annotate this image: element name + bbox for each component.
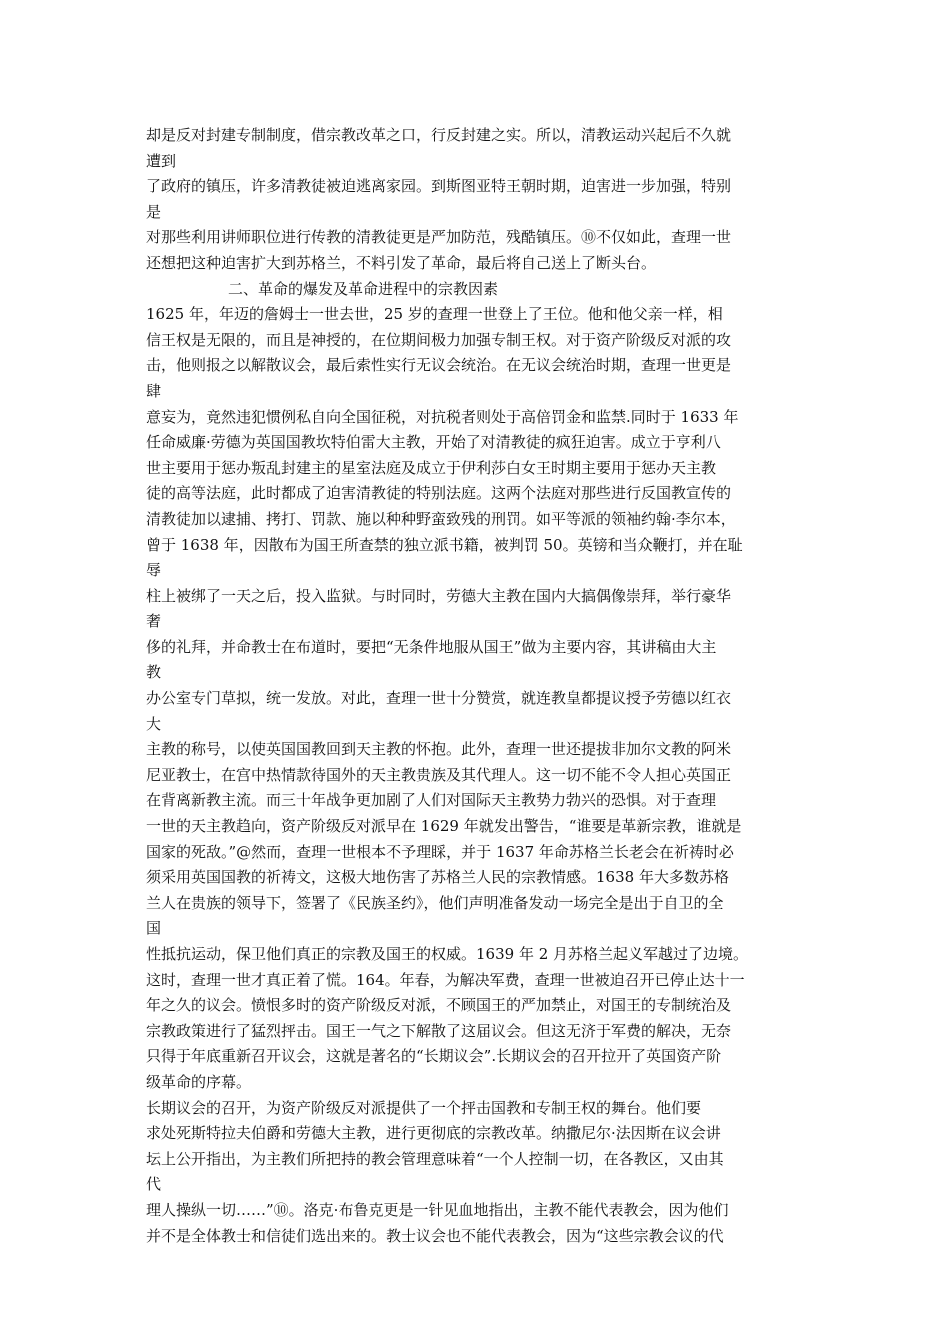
text-line: 奢 xyxy=(146,612,162,631)
text-line: 宗教政策进行了猛烈抨击。国王一气之下解散了这届议会。但这无济于军费的解决，无奈 xyxy=(146,1021,732,1040)
text-line: 兰人在贵族的领导下，签署了《民族圣约》，他们声明准备发动一场完全是出于自卫的全 xyxy=(146,893,724,912)
text-line: 还想把这种迫害扩大到苏格兰，不料引发了革命，最后将自己送上了断头台。 xyxy=(146,253,657,272)
text-line: 徒的高等法庭，此时都成了迫害清教徒的特别法庭。这两个法庭对那些进行反国教宣传的 xyxy=(146,484,732,503)
text-line: 国 xyxy=(146,919,162,938)
text-line: 辱 xyxy=(146,561,162,580)
section-heading: 二、革命的爆发及革命进程中的宗教因素 xyxy=(228,279,499,298)
text-line: 尼亚教士，在宫中热情款待国外的天主教贵族及其代理人。这一切不能不令人担心英国正 xyxy=(146,765,732,784)
text-line: 遭到 xyxy=(146,151,177,170)
text-line: 了政府的镇压，许多清教徒被迫逃离家园。到斯图亚特王朝时期，迫害进一步加强，特别 xyxy=(146,177,732,196)
text-line: 只得于年底重新召开议会，这就是著名的“长期议会”.长期议会的召开拉开了英国资产阶 xyxy=(146,1047,722,1066)
text-line: 击，他则报之以解散议会，最后索性实行无议会统治。在无议会统治时期，查理一世更是 xyxy=(146,356,732,375)
text-line: 是 xyxy=(146,202,162,221)
text-line: 意妄为，竟然违犯惯例私自向全国征税，对抗税者则处于高倍罚金和监禁.同时于 1633 年 xyxy=(146,407,739,426)
text-line: 清教徒加以逮捕、拷打、罚款、施以种种野蛮致残的刑罚。如平等派的领袖约翰·李尔本， xyxy=(146,509,736,528)
text-line: 主教的称号，以使英国国教回到天主教的怀抱。此外，查理一世还提拔非加尔文教的阿米 xyxy=(146,740,732,759)
text-line: 信王权是无限的，而且是神授的，在位期间极力加强专制王权。对于资产阶级反对派的攻 xyxy=(146,330,732,349)
text-line: 长期议会的召开，为资产阶级反对派提供了一个抨击国教和专制王权的舞台。他们要 xyxy=(146,1098,702,1117)
text-line: 曾于 1638 年，因散布为国王所查禁的独立派书籍，被判罚 50。英镑和当众鞭打，并在耻 xyxy=(146,535,743,554)
text-line: 坛上公开指出，为主教们所把持的教会管理意味着“一个人控制一切，在各教区，又由其 xyxy=(146,1149,724,1168)
text-line: 并不是全体教士和信徒们选出来的。教士议会也不能代表教会，因为“这些宗教会议的代 xyxy=(146,1226,724,1245)
text-line: 性抵抗运动，保卫他们真正的宗教及国王的权威。1639 年 2 月苏格兰起义军越过了边境。 xyxy=(146,945,749,963)
text-line: 须采用英国国教的祈祷文，这极大地伤害了苏格兰人民的宗教情感。1638 年大多数苏格 xyxy=(146,868,729,887)
text-line: 教 xyxy=(146,663,162,682)
text-line: 侈的礼拜，并命教士在布道时，要把“无条件地服从国王”做为主要内容，其讲稿由大主 xyxy=(146,637,717,656)
text-line: 却是反对封建专制制度，借宗教改革之口，行反封建之实。所以，清教运动兴起后不久就 xyxy=(146,126,732,144)
text-line: 一世的天主教趋向，资产阶级反对派早在 1629 年就发出警告，“谁要是革新宗教，谁就是 xyxy=(146,817,742,836)
text-line: 1625 年，年迈的詹姆士一世去世，25 岁的查理一世登上了王位。他和他父亲一样，相 xyxy=(146,305,723,324)
document-page xyxy=(146,123,816,1249)
text-line: 国家的死敌。”@然而，查理一世根本不予理睬，并于 1637 年命苏格兰长老会在祈祷时必 xyxy=(146,842,734,861)
text-line: 年之久的议会。愤恨多时的资产阶级反对派，不顾国王的严加禁止，对国王的专制统治及 xyxy=(146,996,732,1015)
text-line: 肆 xyxy=(146,381,162,400)
text-line: 级革命的序幕。 xyxy=(146,1072,252,1091)
text-line: 代 xyxy=(146,1175,162,1194)
text-line: 这时，查理一世才真正着了慌。164。年春，为解决军费，查理一世被迫召开已停止达十一 xyxy=(146,970,745,989)
text-line: 办公室专门草拟，统一发放。对此，查理一世十分赞赏，就连教皇都提议授予劳德以红衣 xyxy=(146,689,732,708)
text-line: 大 xyxy=(146,714,162,733)
text-line: 在背离新教主流。而三十年战争更加剧了人们对国际天主教势力勃兴的恐惧。对于查理 xyxy=(146,791,717,810)
text-line: 理人操纵一切……”⑩。洛克·布鲁克更是一针见血地指出，主教不能代表教会，因为他们 xyxy=(146,1200,729,1219)
text-line: 世主要用于惩办叛乱封建主的星室法庭及成立于伊利莎白女王时期主要用于惩办天主教 xyxy=(146,458,717,477)
text-line: 任命威廉·劳德为英国国教坎特伯雷大主教，开始了对清教徒的疯狂迫害。成立于亨利八 xyxy=(146,433,721,452)
text-line: 对那些利用讲师职位进行传教的清教徒更是严加防范，残酷镇压。⑩不仅如此，查理一世 xyxy=(146,228,732,247)
text-line: 柱上被绑了一天之后，投入监狱。与时同时，劳德大主教在国内大搞偶像崇拜，举行豪华 xyxy=(146,586,732,605)
text-line: 求处死斯特拉夫伯爵和劳德大主教，进行更彻底的宗教改革。纳撒尼尔·法因斯在议会讲 xyxy=(146,1124,721,1143)
